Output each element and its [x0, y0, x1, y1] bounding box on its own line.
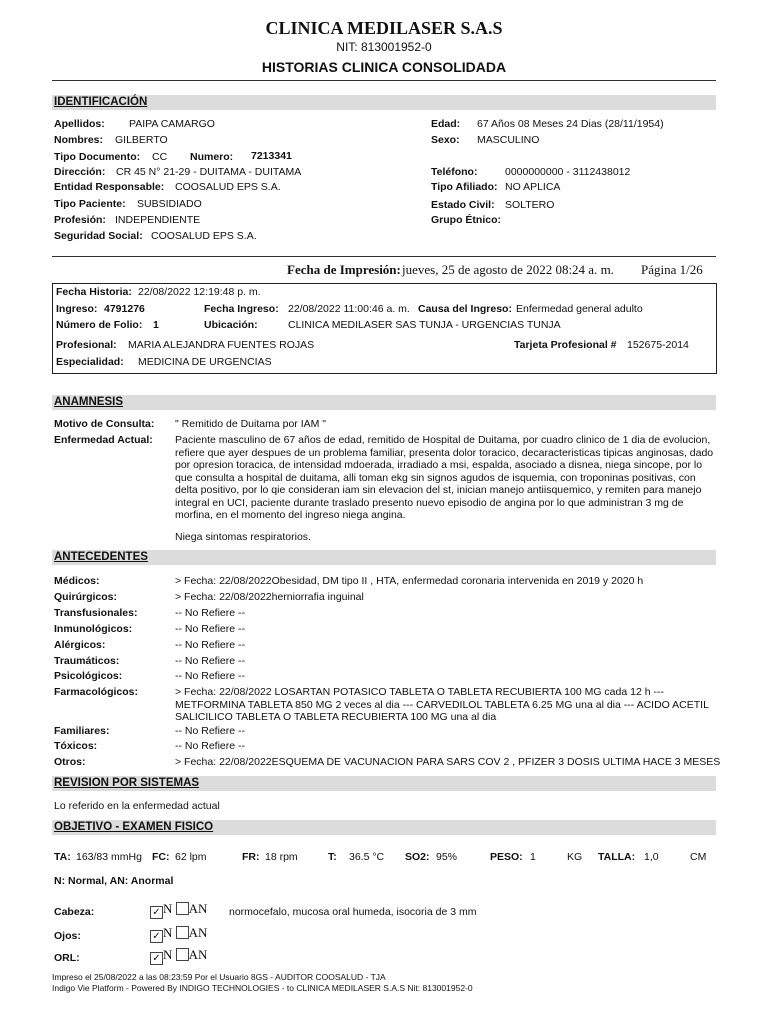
tarjeta-label: Tarjeta Profesional #	[514, 339, 617, 351]
an-option-label: AN	[188, 947, 208, 962]
section-objetivo: OBJETIVO - EXAMEN FISICO	[52, 820, 716, 835]
seguridad-value: COOSALUD EPS S.A.	[151, 230, 257, 242]
antecedente-value: -- No Refiere --	[175, 740, 246, 752]
checkbox-n-checked[interactable]: ✓	[150, 952, 163, 965]
antecedente-label: Tóxicos:	[54, 740, 98, 752]
antecedente-value: -- No Refiere --	[175, 670, 246, 682]
ta-label: TA:	[54, 851, 71, 863]
clinic-nit: NIT: 813001952-0	[336, 40, 432, 54]
edad-label: Edad:	[431, 118, 461, 130]
n-option-label: N	[163, 925, 173, 940]
so2-label: SO2:	[405, 851, 430, 863]
antecedente-value: > Fecha: 22/08/2022herniorrafia inguinal	[175, 591, 364, 603]
antecedente-label: Quirúrgicos:	[54, 591, 118, 603]
especialidad-label: Especialidad:	[56, 356, 124, 368]
antecedente-value: -- No Refiere --	[175, 655, 246, 667]
antecedente-label: Otros:	[54, 756, 86, 768]
an-option-label: AN	[188, 901, 208, 916]
folio-value: 1	[153, 319, 159, 331]
entidad-value: COOSALUD EPS S.A.	[175, 181, 281, 193]
exam-label-orl: ORL:	[54, 952, 80, 964]
enfermedad-text-2: Niega sintomas respiratorios.	[175, 531, 311, 543]
causa-label: Causa del Ingreso:	[418, 303, 512, 315]
talla-label: TALLA:	[598, 851, 636, 863]
antecedente-label: Inmunológicos:	[54, 623, 133, 635]
profesional-value: MARIA ALEJANDRA FUENTES ROJAS	[128, 339, 315, 351]
antecedente-label: Médicos:	[54, 575, 100, 587]
antecedente-value: -- No Refiere --	[175, 725, 246, 737]
antecedente-value: -- No Refiere --	[175, 607, 246, 619]
apellidos-value: PAIPA CAMARGO	[129, 118, 215, 130]
footer-printed: Impreso el 25/08/2022 a las 08:23:59 Por el Usuario 8GS - AUDITOR COOSALUD - TJA	[52, 972, 386, 982]
tipo-doc-value: CC	[152, 151, 168, 163]
exam-label-ojos: Ojos:	[54, 930, 81, 942]
enfermedad-label: Enfermedad Actual:	[54, 434, 153, 446]
estado-civil-value: SOLTERO	[505, 199, 555, 211]
exam-legend: N: Normal, AN: Anormal	[54, 875, 174, 887]
especialidad-value: MEDICINA DE URGENCIAS	[138, 356, 272, 368]
grupo-etnico-label: Grupo Étnico:	[431, 214, 501, 226]
antecedente-value: -- No Refiere --	[175, 639, 246, 651]
checkbox-an-unchecked[interactable]	[176, 902, 189, 915]
exam-orl-options	[150, 947, 207, 965]
header-divider	[52, 80, 716, 81]
footer-platform: Indigo Vie Platform - Powered By INDIGO TECHNOLOGIES - to CLINICA MEDILASER S.A.S Nit: 813001952-0	[52, 983, 473, 993]
antecedente-label: Alérgicos:	[54, 639, 106, 651]
document-title: HISTORIAS CLINICA CONSOLIDADA	[261, 59, 507, 75]
fc-label: FC:	[152, 851, 170, 863]
fc-value: 62 lpm	[175, 851, 207, 863]
ubicacion-value: CLINICA MEDILASER SAS TUNJA - URGENCIAS TUNJA	[288, 319, 561, 331]
fecha-ingreso-label: Fecha Ingreso:	[204, 303, 279, 315]
fecha-historia-label: Fecha Historia:	[56, 286, 132, 298]
sexo-value: MASCULINO	[477, 134, 540, 146]
edad-value: 67 Años 08 Meses 24 Dias (28/11/1954)	[477, 118, 664, 130]
fr-value: 18 rpm	[265, 851, 298, 863]
talla-unit: CM	[690, 851, 707, 863]
so2-value: 95%	[436, 851, 458, 863]
antecedente-label: Traumáticos:	[54, 655, 120, 667]
antecedente-value: -- No Refiere --	[175, 623, 246, 635]
apellidos-label: Apellidos:	[54, 118, 105, 130]
tipo-paciente-label: Tipo Paciente:	[54, 198, 126, 210]
antecedente-value: > Fecha: 22/08/2022Obesidad, DM tipo II , HTA, enfermedad coronaria intervenida en 2019 y 2020 h	[175, 575, 644, 587]
tipo-afiliado-label: Tipo Afiliado:	[431, 181, 498, 193]
ingreso-label: Ingreso:	[56, 303, 98, 315]
revision-text: Lo referido en la enfermedad actual	[54, 800, 220, 812]
peso-value: 1	[530, 851, 536, 863]
motivo-value: " Remitido de Duitama por IAM "	[175, 418, 327, 430]
fecha-ingreso-value: 22/08/2022 11:00:46 a. m.	[288, 303, 410, 315]
section-anamnesis: ANAMNESIS	[52, 395, 716, 410]
checkbox-n-checked[interactable]: ✓	[150, 930, 163, 943]
tipo-paciente-value: SUBSIDIADO	[137, 198, 202, 210]
folio-label: Número de Folio:	[56, 319, 143, 331]
entidad-label: Entidad Responsable:	[54, 181, 165, 193]
sexo-label: Sexo:	[431, 134, 460, 146]
ta-value: 163/83 mmHg	[76, 851, 142, 863]
exam-ojos-options	[150, 925, 207, 943]
estado-civil-label: Estado Civil:	[431, 199, 495, 211]
numero-label: Numero:	[190, 151, 234, 163]
ubicacion-label: Ubicación:	[204, 319, 258, 331]
exam-cabeza-options	[150, 901, 207, 919]
t-label: T:	[328, 851, 337, 863]
peso-label: PESO:	[490, 851, 523, 863]
page-number: Página 1/26	[641, 262, 703, 277]
an-option-label: AN	[188, 925, 208, 940]
profesion-value: INDEPENDIENTE	[115, 214, 201, 226]
telefono-label: Teléfono:	[431, 166, 478, 178]
fecha-historia-value: 22/08/2022 12:19:48 p. m.	[138, 286, 261, 298]
exam-label-cabeza: Cabeza:	[54, 906, 95, 918]
antecedente-label: Psicológicos:	[54, 670, 123, 682]
clinic-name: CLINICA MEDILASER S.A.S	[265, 18, 503, 38]
impresion-value: jueves, 25 de agosto de 2022 08:24 a. m.	[402, 262, 614, 277]
peso-unit: KG	[567, 851, 583, 863]
checkbox-an-unchecked[interactable]	[176, 948, 189, 961]
profesional-label: Profesional:	[56, 339, 117, 351]
seguridad-label: Seguridad Social:	[54, 230, 143, 242]
fr-label: FR:	[242, 851, 260, 863]
antecedente-label: Transfusionales:	[54, 607, 138, 619]
n-option-label: N	[163, 947, 173, 962]
antecedente-label: Familiares:	[54, 725, 110, 737]
checkbox-an-unchecked[interactable]	[176, 926, 189, 939]
nombres-value: GILBERTO	[115, 134, 168, 146]
telefono-value: 0000000000 - 3112438012	[505, 166, 631, 178]
tipo-doc-label: Tipo Documento:	[54, 151, 141, 163]
exam-note-cabeza: normocefalo, mucosa oral humeda, isocoria de 3 mm	[229, 906, 477, 918]
antecedente-label: Farmacológicos:	[54, 686, 139, 698]
section-antecedentes: ANTECEDENTES	[52, 550, 716, 565]
impresion-divider	[52, 256, 716, 257]
n-option-label: N	[163, 901, 173, 916]
causa-value: Enfermedad general adulto	[516, 303, 643, 315]
motivo-label: Motivo de Consulta:	[54, 418, 155, 430]
nombres-label: Nombres:	[54, 134, 104, 146]
antecedente-value: > Fecha: 22/08/2022 LOSARTAN POTASICO TABLETA O TABLETA RECUBIERTA 100 MG cada 12 h --- METFORMINA TABLETA 850 MG 2 veces al dia --- CARVEDILOL TABLETA 6.25 MG una al dia --- ACIDO ACETIL SALICILICO TABLETA O TABLETA RECUBIERTA 100 MG una al dia	[175, 686, 709, 723]
direccion-value: CR 45 N° 21-29 - DUITAMA - DUITAMA	[116, 166, 302, 178]
ingreso-value: 4791276	[104, 303, 145, 315]
tipo-afiliado-value: NO APLICA	[505, 181, 561, 193]
section-revision: REVISION POR SISTEMAS	[52, 776, 716, 791]
impresion-label: Fecha de Impresión:	[287, 262, 401, 277]
profesion-label: Profesión:	[54, 214, 106, 226]
section-identificacion: IDENTIFICACIÓN	[52, 95, 716, 110]
numero-value: 7213341	[251, 150, 292, 162]
talla-value: 1,0	[644, 851, 659, 863]
checkbox-n-checked[interactable]: ✓	[150, 906, 163, 919]
tarjeta-value: 152675-2014	[627, 339, 689, 351]
direccion-label: Dirección:	[54, 166, 106, 178]
antecedente-value: > Fecha: 22/08/2022ESQUEMA DE VACUNACION PARA SARS COV 2 , PFIZER 3 DOSIS ULTIMA HACE 3 MESES	[175, 756, 721, 768]
t-value: 36.5 °C	[349, 851, 385, 863]
enfermedad-text: Paciente masculino de 67 años de edad, remitido de Hospital de Duitama, por cuadro clinico de 1 dia de evolucion, refiere que ayer despues de un problema familiar, presenta dolor toracico, decaracteristicas tipicas anginosas, dado por opresion toracica, de intensidad mdoerada, irradiado a msi, espalda, asociado a disnea, niega sincope, por lo que consulta a hospital de duitama, alli toman ekg sin signos agudos de isquemia, con troponinas positivas, con delta positivo, por lo qie consideran iam sin elevacion del st, inician manejo antiisquemico, y remiten para manejo integral en UCI, paciente durante traslado presento nuevo episodio de angina por lo que administran 3 mg de morfina, en el momento del ingreso niega angina.	[175, 434, 714, 521]
